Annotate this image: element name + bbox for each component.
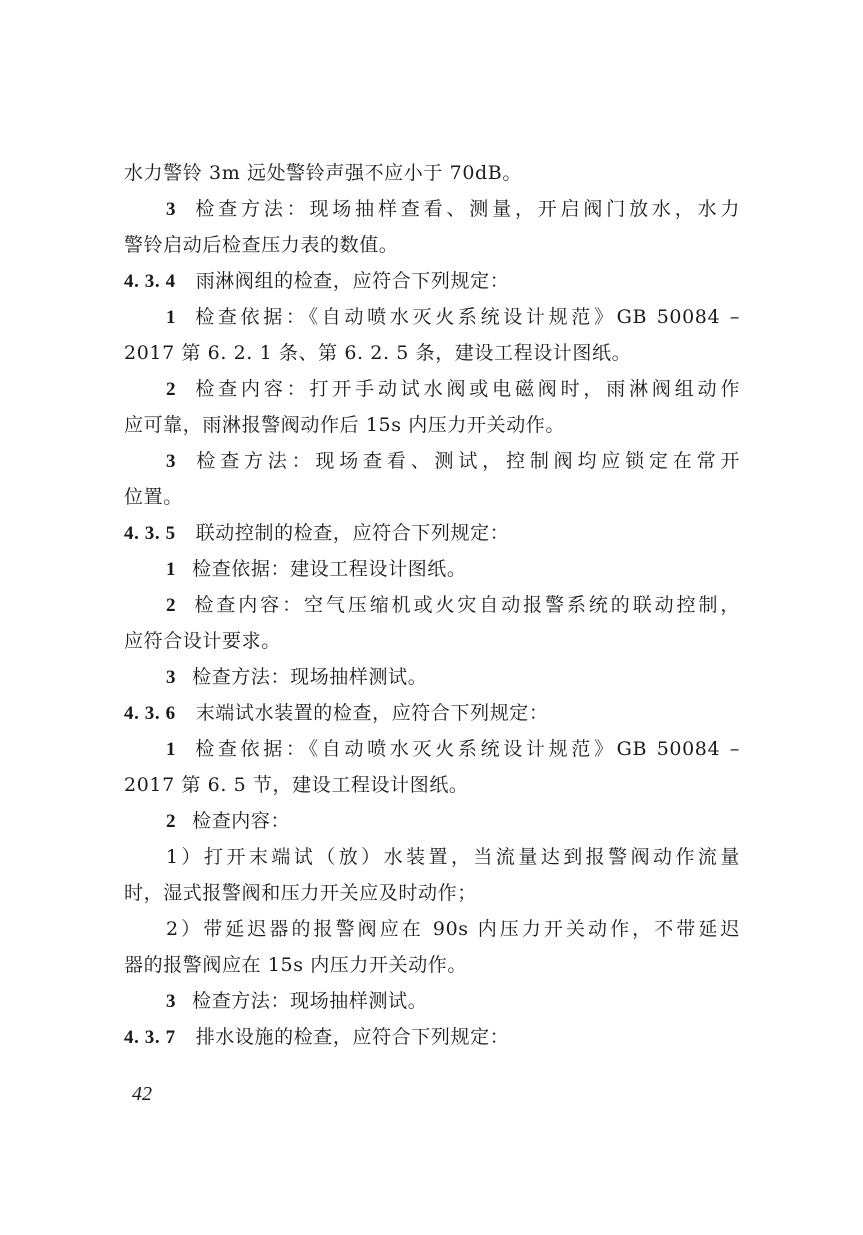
section-heading: 4. 3. 5 联动控制的检查，应符合下列规定： (124, 515, 740, 551)
text-line: 位置。 (124, 486, 183, 508)
text-line: 2017 第 6. 2. 1 条、第 6. 2. 5 条，建设工程设计图纸。 (124, 342, 632, 364)
item-number: 1 (166, 307, 177, 328)
section-number: 4. 3. 7 (124, 1027, 176, 1048)
item-number: 3 (166, 451, 177, 472)
section-heading: 4. 3. 6 末端试水装置的检查，应符合下列规定： (124, 695, 740, 731)
page-number: 42 (132, 1083, 152, 1105)
list-item-content: 2 检查内容：打开手动试水阀或电磁阀时，雨淋阀组动作 (124, 371, 740, 407)
section-number: 4. 3. 6 (124, 703, 176, 724)
list-item-content: 2 检查内容： (124, 803, 740, 839)
item-number: 2 (166, 595, 177, 616)
section-number: 4. 3. 5 (124, 523, 176, 544)
item-number: 1 (166, 559, 177, 580)
item-number: 1 (166, 739, 177, 760)
text-line: 警铃启动后检查压力表的数值。 (124, 234, 399, 256)
item-number: 2 (166, 379, 177, 400)
text-line: 水力警铃 3m 远处警铃声强不应小于 70dB。 (124, 162, 522, 184)
list-item-method: 3 检查方法：现场抽样查看、测量，开启阀门放水，水力 (124, 191, 740, 227)
text-line: 应符合设计要求。 (124, 630, 281, 652)
sub-item: 1）打开末端试（放）水装置，当流量达到报警阀动作流量 (166, 846, 740, 868)
section-number: 4. 3. 4 (124, 271, 176, 292)
section-heading: 4. 3. 7 排水设施的检查，应符合下列规定： (124, 1019, 740, 1055)
sub-item: 2）带延迟器的报警阀应在 90s 内压力开关动作，不带延迟 (166, 918, 740, 940)
text-line: 应可靠，雨淋报警阀动作后 15s 内压力开关动作。 (124, 414, 566, 436)
list-item-basis: 1 检查依据：《自动喷水灭火系统设计规范》GB 50084 – (124, 731, 740, 767)
item-number: 3 (166, 667, 177, 688)
section-heading: 4. 3. 4 雨淋阀组的检查，应符合下列规定： (124, 263, 740, 299)
list-item-basis: 1 检查依据：《自动喷水灭火系统设计规范》GB 50084 – (124, 299, 740, 335)
text-line: 2017 第 6. 5 节，建设工程设计图纸。 (124, 774, 469, 796)
item-number: 2 (166, 811, 177, 832)
list-item-method: 3 检查方法：现场抽样测试。 (124, 983, 740, 1019)
list-item-content: 2 检查内容：空气压缩机或火灾自动报警系统的联动控制， (124, 587, 740, 623)
list-item-basis: 1 检查依据：建设工程设计图纸。 (124, 551, 740, 587)
item-number: 3 (166, 991, 177, 1012)
text-line: 时，湿式报警阀和压力开关应及时动作； (124, 882, 477, 904)
list-item-method: 3 检查方法：现场抽样测试。 (124, 659, 740, 695)
text-line: 器的报警阀应在 15s 内压力开关动作。 (124, 954, 468, 976)
document-body (124, 155, 740, 1055)
item-number: 3 (166, 199, 177, 220)
list-item-method: 3 检查方法：现场查看、测试，控制阀均应锁定在常开 (124, 443, 740, 479)
